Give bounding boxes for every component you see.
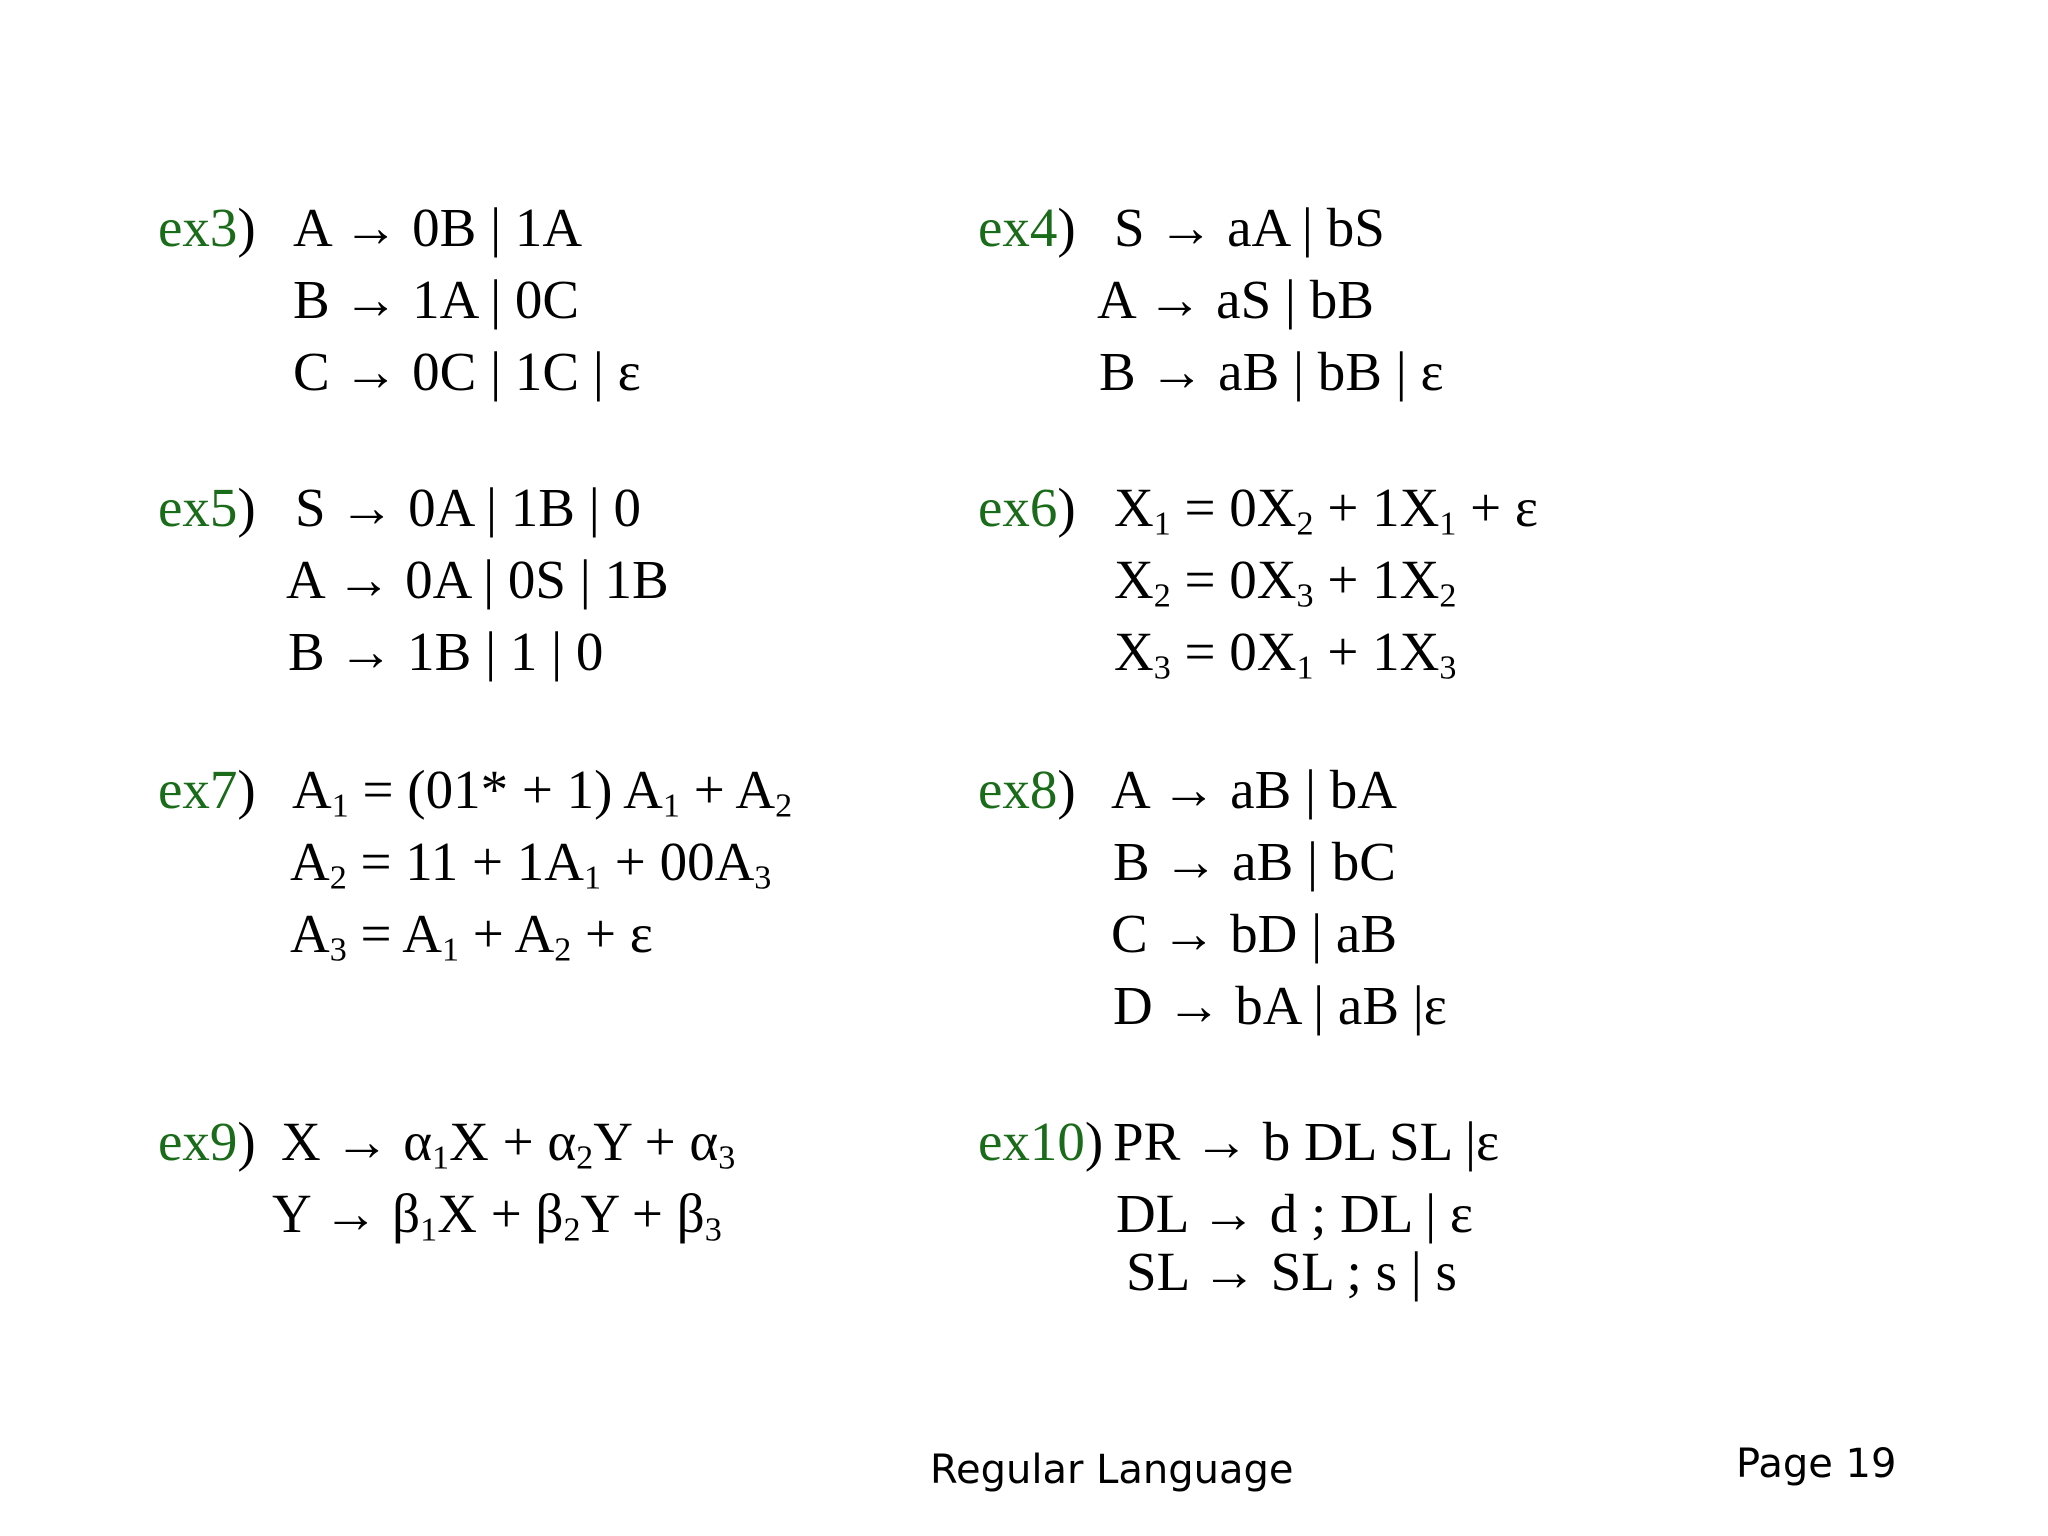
ex7-line-2: $A_2 = 11 + 1A_1 + 00A_3$ — [290, 831, 772, 897]
ex10-line-3: SL → SL ; s | s — [1126, 1241, 1457, 1302]
example-label-ex10: ex10) — [978, 1111, 1104, 1172]
ex8-line-4: D → bA | aB |ε — [1113, 975, 1447, 1036]
ex10-line-2: DL → d ; DL | ε — [1116, 1183, 1473, 1244]
ex8-line-3: C → bD | aB — [1111, 903, 1398, 964]
ex4-line-3: B → aB | bB | ε — [1099, 341, 1444, 402]
example-label-ex8: ex8) — [978, 759, 1076, 820]
ex10-line-1: PR → b DL SL |ε — [1113, 1111, 1500, 1172]
example-label-ex9: ex9) — [158, 1111, 256, 1172]
ex6-line-1: $X_1 = 0X_2 + 1X_1 + \varepsilon$ — [1114, 477, 1538, 543]
ex4-line-2: A → aS | bB — [1097, 269, 1374, 330]
ex6-line-3: $X_3 = 0X_1 + 1X_3$ — [1114, 621, 1457, 687]
ex7-line-1: $A_1 = (01* + 1) A_1 + A_2$ — [292, 759, 793, 825]
ex3-line-3: C → 0C | 1C | ε — [293, 341, 641, 402]
ex5-line-3: B → 1B | 1 | 0 — [288, 621, 604, 682]
example-label-ex5: ex5) — [158, 477, 256, 538]
ex9-line-1: $X \to \alpha_1X + \alpha_2Y + \alpha_3$ — [281, 1111, 736, 1177]
page-number: Page 19 — [1736, 1441, 1897, 1487]
example-label-ex4: ex4) — [978, 197, 1076, 258]
example-label-ex7: ex7) — [158, 759, 256, 820]
ex3-line-1: A → 0B | 1A — [293, 197, 583, 258]
ex9-line-2: $Y \to \beta_1X + \beta_2Y + \beta_3$ — [272, 1183, 722, 1249]
example-label-ex6: ex6) — [978, 477, 1076, 538]
footer-title: Regular Language — [930, 1447, 1294, 1493]
ex5-line-2: A → 0A | 0S | 1B — [286, 549, 669, 610]
ex4-line-1: S → aA | bS — [1114, 197, 1385, 258]
ex5-line-1: S → 0A | 1B | 0 — [295, 477, 641, 538]
ex6-line-2: $X_2 = 0X_3 + 1X_2$ — [1114, 549, 1457, 615]
ex8-line-2: B → aB | bC — [1113, 831, 1396, 892]
ex8-line-1: A → aB | bA — [1111, 759, 1398, 820]
ex7-line-3: $A_3 = A_1 + A_2 + \varepsilon$ — [290, 903, 653, 969]
example-label-ex3: ex3) — [158, 197, 256, 258]
ex3-line-2: B → 1A | 0C — [293, 269, 580, 330]
